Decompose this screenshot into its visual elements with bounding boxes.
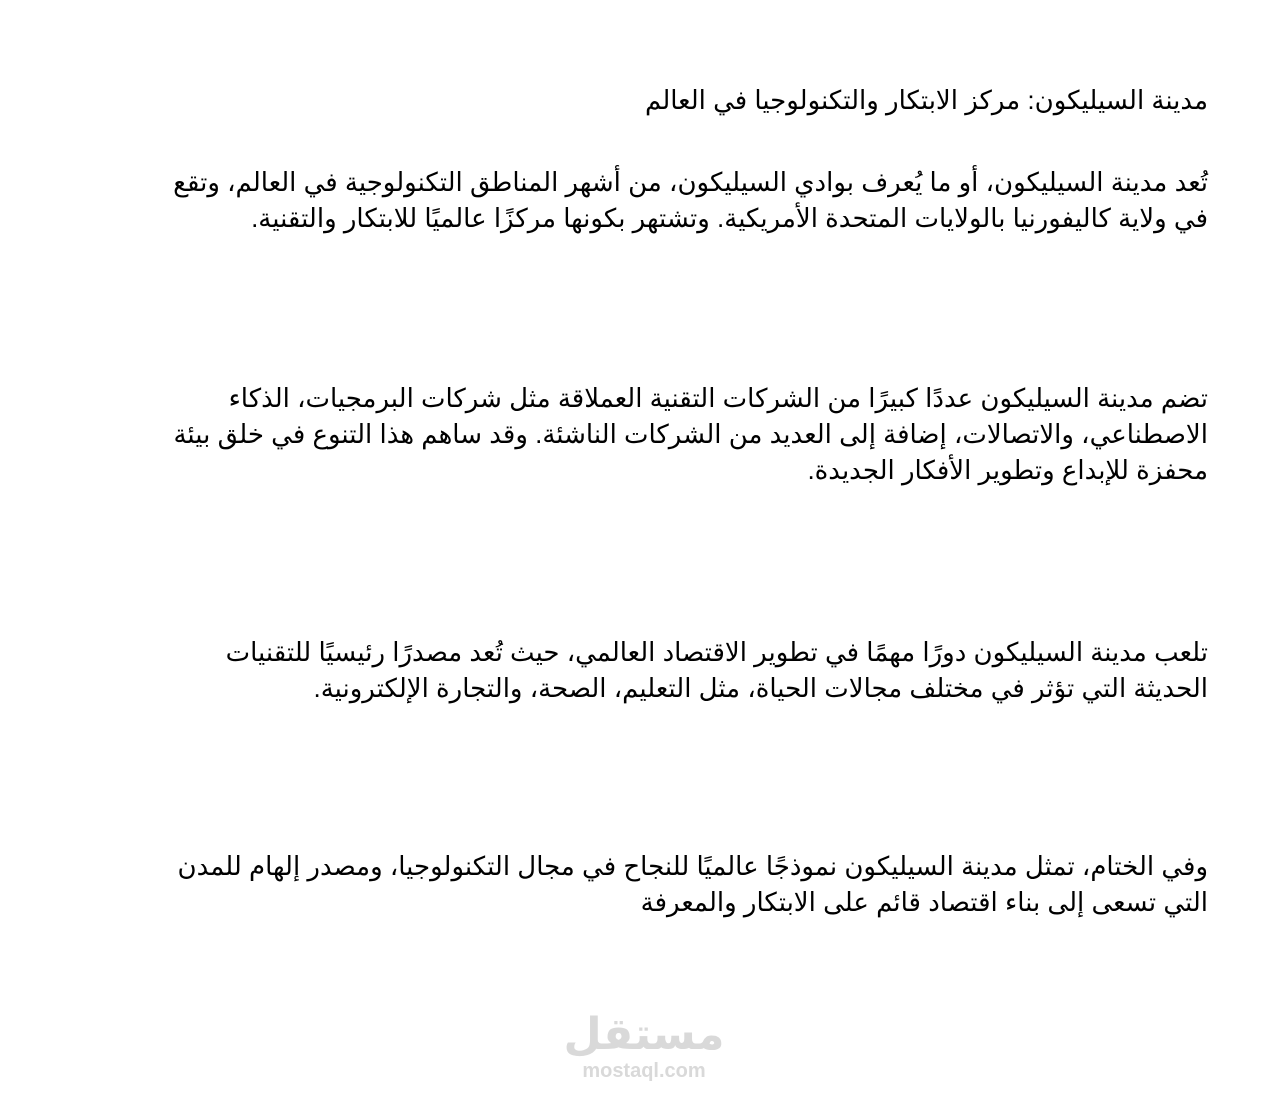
paragraph-line: تُعد مدينة السيليكون، أو ما يُعرف بوادي السيليكون، من أشهر المناطق التكنولوجية في العالم، وتقع: [173, 167, 1208, 197]
paragraph-line: التي تسعى إلى بناء اقتصاد قائم على الابتكار والمعرفة: [640, 887, 1208, 917]
paragraph-line: الحديثة التي تؤثر في مختلف مجالات الحياة، مثل التعليم، الصحة، والتجارة الإلكترونية.: [313, 673, 1208, 703]
title-line: مدينة السيليكون: مركز الابتكار والتكنولوجيا في العالم: [645, 85, 1208, 115]
paragraph-line: في ولاية كاليفورنيا بالولايات المتحدة الأمريكية. وتشتهر بكونها مركزًا عالميًا للابتكار والتقنية.: [251, 203, 1208, 233]
watermark-latin-text: mostaql.com: [582, 1060, 706, 1082]
paragraph-economy: [78, 634, 1208, 706]
paragraph-conclusion: [78, 848, 1208, 920]
paragraph-line: تضم مدينة السيليكون عددًا كبيرًا من الشركات التقنية العملاقة مثل شركات البرمجيات، الذكاء: [228, 383, 1208, 413]
mostaql-watermark-logo: [544, 1010, 744, 1088]
paragraph-line: وفي الختام، تمثل مدينة السيليكون نموذجًا عالميًا للنجاح في مجال التكنولوجيا، ومصدر إلهام للمدن: [177, 851, 1208, 881]
paragraph-companies: [78, 380, 1208, 488]
paragraph-line: تلعب مدينة السيليكون دورًا مهمًا في تطوير الاقتصاد العالمي، حيث تُعد مصدرًا رئيسيًا للتقنيات: [225, 637, 1208, 667]
paragraph-line: الاصطناعي، والاتصالات، إضافة إلى العديد من الشركات الناشئة. وقد ساهم هذا التنوع في خلق بيئة: [173, 419, 1208, 449]
watermark-arabic-text: مستقل: [563, 1010, 725, 1059]
paragraph-intro: [78, 164, 1208, 236]
paragraph-line: محفزة للإبداع وتطوير الأفكار الجديدة.: [807, 455, 1208, 485]
document-title: [78, 82, 1208, 118]
